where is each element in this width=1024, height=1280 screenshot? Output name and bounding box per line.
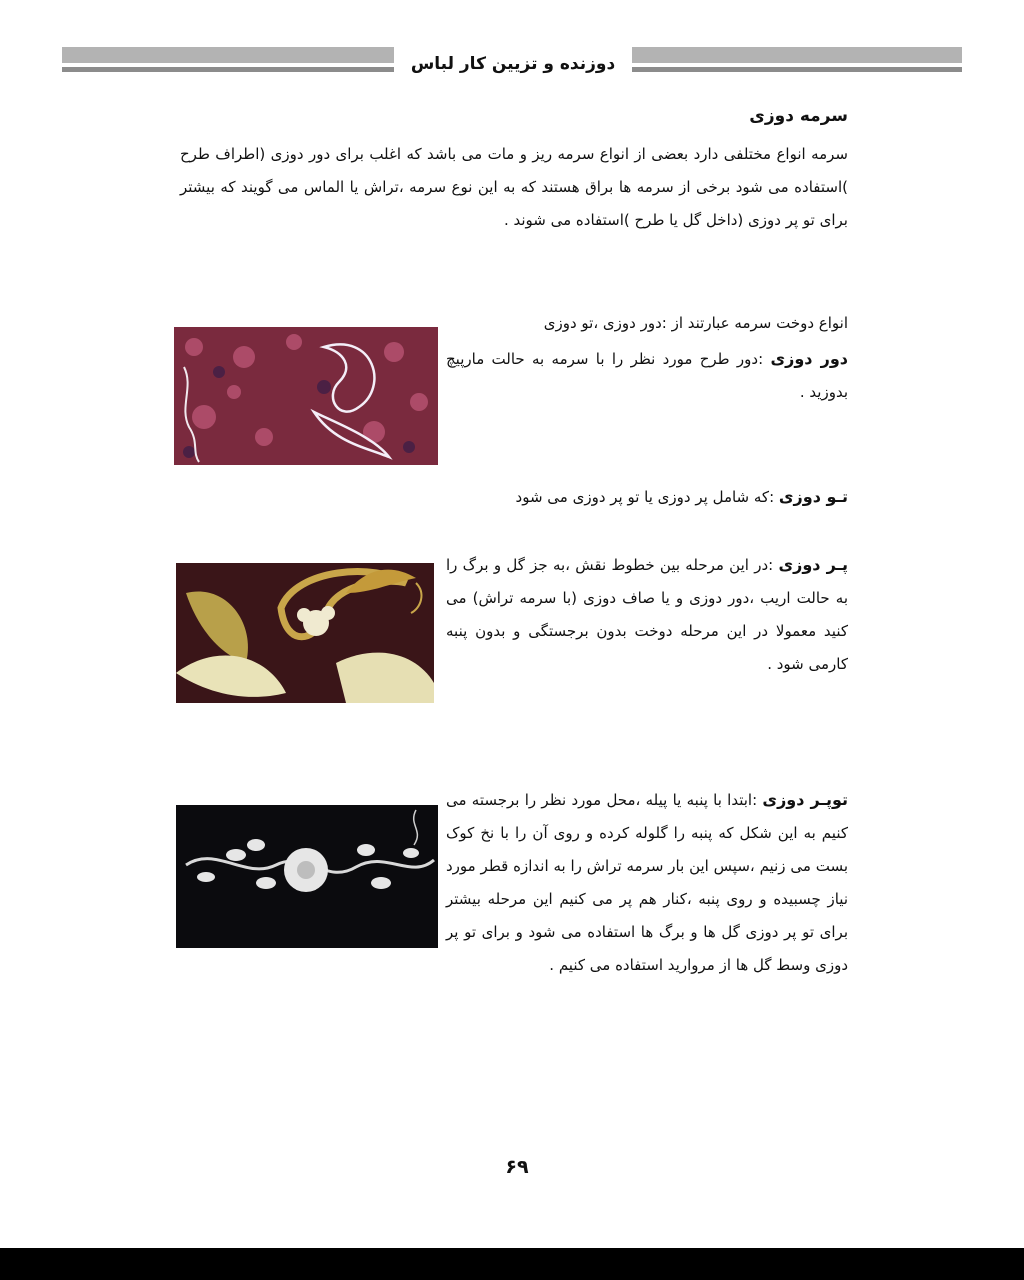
tou-dozi-text: :که شامل پر دوزی یا تو پر دوزی می شود	[515, 488, 779, 506]
tou-dozi-term: تـو دوزی	[778, 487, 848, 506]
por-dozi-paragraph	[446, 548, 848, 681]
por-dozi-term: پـر دوزی	[778, 555, 849, 574]
image-toupor-dozi-embroidery	[176, 805, 438, 948]
header-title: دوزنده و تزیین کار لباس	[410, 54, 616, 74]
dour-dozi-term: دور دوزی	[770, 349, 849, 368]
por-dozi-text: :در این مرحله بین خطوط نقش ،به جز گل و برگ را به حالت اریب ،دور دوزی و یا صاف دوزی (با سرمه تراش) می کنید معمولا در این مرحله دوخت بدون برجستگی و بدون پنبه کارمی شود .	[446, 556, 848, 673]
toupor-dozi-paragraph	[446, 783, 848, 982]
image-dour-dozi-embroidery	[174, 327, 438, 465]
dour-dozi-text: :دور طرح مورد نظر را با سرمه به حالت مارپیچ بدوزید .	[446, 350, 848, 401]
page-number: ۶۹	[505, 1156, 529, 1178]
intro-paragraph: سرمه انواع مختلفی دارد بعضی از انواع سرمه ریز و مات می باشد که اغلب برای دور دوزی (اطراف طرح )استفاده می شود برخی از سرمه ها براق هستند که به این نوع سرمه ،تراش یا الماس می گویند که بیشتر برای تو پر دوزی (داخل گل یا طرح )استفاده می شوند .	[180, 145, 848, 229]
image-por-dozi-embroidery	[176, 563, 434, 703]
toupor-dozi-text: :ابتدا با پنبه یا پیله ،محل مورد نظر را برجسته می کنیم به این شکل که پنبه را گلوله کرده و روی آن را با نخ کوک بست می زنیم ،سپس این بار سرمه تراش را به اندازه قطر مورد نیاز چسبیده و روی پنبه ،کنار هم پر می کنیم این مرحله بیشتر برای تو پر دوزی گل ها و برگ ها استفاده می شود و برای تو پر دوزی وسط گل ها از مروارید استفاده می کنیم .	[446, 791, 848, 974]
header-rule-right	[632, 47, 962, 75]
tou-dozi-paragraph	[446, 480, 848, 514]
header-rule-left	[62, 47, 394, 75]
section-heading: سرمه دوزی	[749, 106, 848, 126]
toupor-dozi-term: توپـر دوزی	[762, 790, 848, 809]
stitch-types-line: انواع دوخت سرمه عبارتند از :دور دوزی ،تو دوزی	[543, 314, 848, 332]
dour-dozi-paragraph	[446, 342, 848, 409]
screen-bottom-bar	[0, 1248, 1024, 1280]
